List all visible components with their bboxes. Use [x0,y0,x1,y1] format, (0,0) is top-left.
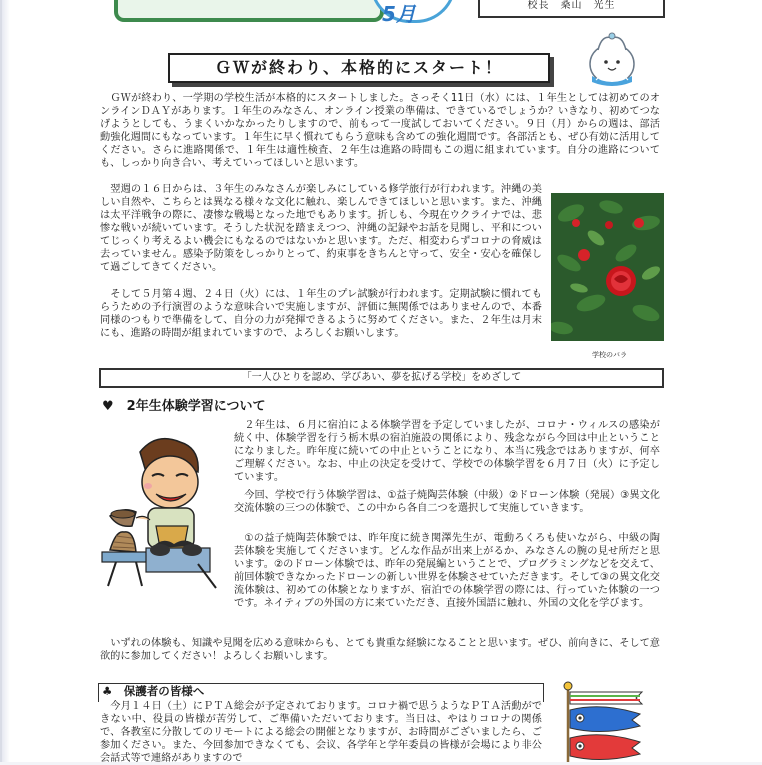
section1-paragraph-3: そして５月第４週、２４日（火）には、１年生のプレ試験が行われます。定期試験に慣れてもらうための予行演習のような意味合いで実施しますが、評価に無関係ではありませんので、本番同様のつもりで準備をして、自分の力が発揮できるように努めてください。また、２年生は月末にも、進路の時間が組まれていますので、よろしくお願いします。 [100,289,542,339]
section1-paragraph-2: 翌週の１６日からは、３年生のみなさんが楽しみにしている修学旅行が行われます。沖縄の美しい自然や、こちらとは異なる様々な文化に触れ、楽しんできてほしいと思います。また、沖縄は太平洋戦争の際に、凄惨な戦場となった地でもあります。折しも、今現在ウクライナでは、悲惨な戦いが続いています。そうした状況を踏まえつつ、沖縄の記録やお話を見聞し、平和についてじっくり考えるよい機会にもなるのではないかと思います。ただ、相変わらずコロナの脅威は去っていません。感染予防策をしっかりとって、約束事をきちんと守って、安全・安心を確保して過ごしてきてください。 [100,184,542,273]
section1-title: ＧＷが終わり、本格的にスタート！ [168,53,550,83]
pottery-boy-illustration [96,432,226,592]
school-motto: 「一人ひとりを認め、学びあい、夢を拡げる学校」をめざして [99,368,664,388]
section2-paragraph-2: 今回、学校で行う体験学習は、①益子焼陶芸体験（中級）②ドローン体験（発展）③異文化交流体験の三つの体験で、この中から各自二つを選択して実施していきます。 [234,490,660,514]
photo-caption: 学校のバラ [592,351,627,359]
section2-paragraph-4: いずれの体験も、知識や見聞を広める意味からも、とても貴重な経験になることと思います。ぜひ、前向きに、そして意欲的に参加してください！よろしくお願いします。 [100,638,660,662]
section2-heading: ♥ 2年生体験学習について [102,399,266,414]
masthead-title-frame [114,0,384,22]
koinobori-illustration [562,680,652,762]
section2-paragraph-3: ①の益子焼陶芸体験では、昨年度に続き関澤先生が、電動ろくろも使いながら、中級の陶芸体験を実施してくださいます。どんな作品が出来上がるか、みなさんの腕の見せ所だと思います。②のドローン体験では、昨年の発展編ということで、プログラミングなどを交えて、前回体験できなかったドローンの新しい世界を体験させていただきます。そして③の異文化交流体験は、初めての体験となりますが、宿泊での体験学習の際には、行っていた体験の一つです。ネイティブの外国の方に来ていただき、直接外国語に触れ、外国の文化を学びます。 [234,533,660,609]
month-badge: 5月 [382,2,416,26]
section2-paragraph-1: ２年生は、６月に宿泊による体験学習を予定していましたが、コロナ・ウィルスの感染が続く中、体験学習を行う栃木県の宿泊施設の関係により、残念ながら今回は中止ということになりました。昨年度に続いての中止ということになり、本当に残念ではありますが、何卒ご理解ください。なお、中止の決定を受けて、学校での体験学習を６月７日（火）に予定しています。 [234,420,660,483]
section1-paragraph-1: ＧＷが終わり、一学期の学校生活が本格的にスタートしました。さっそく11日（水）には、１年生としては初めてのオンラインＤＡＹがあります。１年生のみなさん、オンライン授業の準備は、できているでしょうか？いきなり、初めてつなげようとしても、うまくいかなかったりしますので、前もって一度試しておいてください。９日（月）からの週は、部活動強化週間にもなっています。１年生に早く慣れてもらう意味も含めての強化週間です。各部活とも、ぜひ有効に活用してください。さらに進路関係で、１年生は適性検査、２年生は進路の時間もこの週に組まれています。自分の進路についても、しっかり向き合い、考えていってほしいと思います。 [100,93,660,169]
principal-name: 校長 桑山 光生 [478,0,665,18]
section3-heading: ♣ 保護者の皆様へ [102,684,205,698]
section3-paragraph-1: 今月１４日（土）にＰＴＡ総会が予定されております。コロナ禍で思うようなＰＴＡ活動ができない中、役員の皆様が苦労して、ご準備いただいております。当日は、やはりコロナの関係で、各教室に分散してのリモートによる総会の開催となりますが、お時間がございましたら、ご参加ください。また、今回参加できなくても、会议、各学年と学年委員の皆様が会場により非公会話式等で連絡がありますので [100,701,542,764]
mascot-illustration [580,28,644,88]
rose-photo [551,193,664,341]
